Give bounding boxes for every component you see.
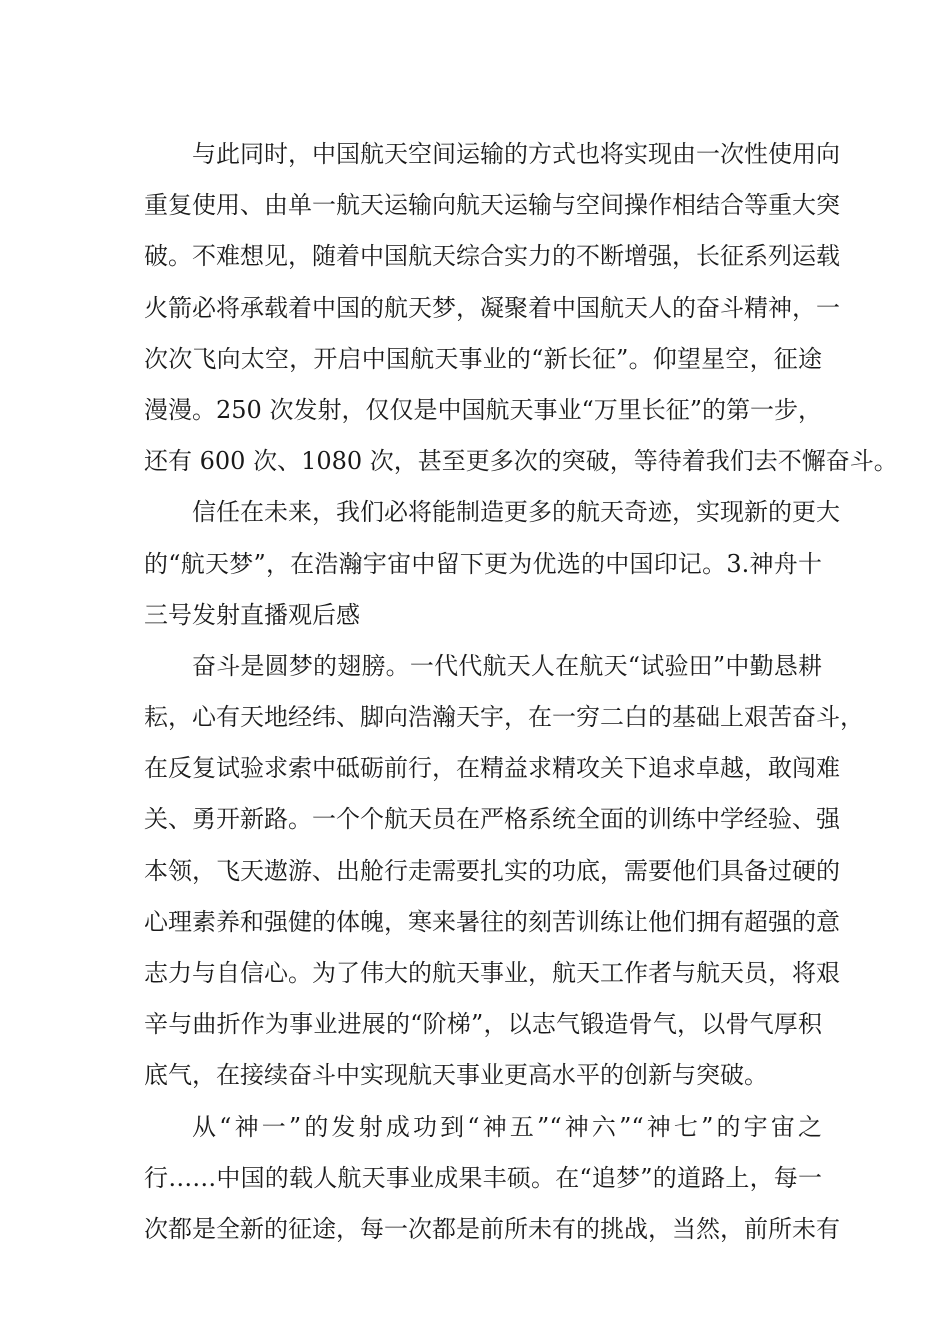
paragraph-3-line-8: 辛与曲折作为事业进展的“阶梯”，以志气锻造骨气，以骨气厚积 (144, 1010, 822, 1039)
paragraph-2-line-3: 三号发射直播观后感 (144, 600, 360, 629)
paragraph-1-line-6: 漫漫。250 次发射，仅仅是中国航天事业“万里长征”的第一步， (144, 395, 822, 424)
paragraph-4-line-2: 行……中国的载人航天事业成果丰硕。在“追梦”的道路上，每一 (144, 1163, 822, 1192)
paragraph-2-line-1: 信任在未来，我们必将能制造更多的航天奇迹，实现新的更大 (192, 498, 840, 527)
paragraph-1-line-1: 与此同时，中国航天空间运输的方式也将实现由一次性使用向 (192, 140, 840, 168)
paragraph-3-line-9: 底气，在接续奋斗中实现航天事业更高水平的创新与突破。 (144, 1061, 768, 1090)
paragraph-1-line-7: 还有 600 次、1080 次，甚至更多次的突破，等待着我们去不懈奋斗。 (144, 447, 898, 476)
paragraph-3-line-1: 奋斗是圆梦的翅膀。一代代航天人在航天“试验田”中勤恳耕 (192, 651, 822, 680)
paragraph-1-line-2: 重复使用、由单一航天运输向航天运输与空间操作相结合等重大突 (144, 191, 840, 220)
paragraph-1-line-3: 破。不难想见，随着中国航天综合实力的不断增强，长征系列运载 (144, 242, 840, 271)
paragraph-1-line-5: 次次飞向太空，开启中国航天事业的“新长征”。仰望星空，征途 (144, 344, 822, 373)
paragraph-3-line-2: 耘，心有天地经纬、脚向浩瀚天宇，在一穷二白的基础上艰苦奋斗， (144, 703, 864, 732)
paragraph-4-line-1: 从“神一”的发射成功到“神五”“神六”“神七”的宇宙之 (192, 1112, 822, 1141)
paragraph-3-line-4: 关、勇开新路。一个个航天员在严格系统全面的训练中学经验、强 (144, 805, 840, 834)
paragraph-3-line-6: 心理素养和强健的体魄，寒来暑往的刻苦训练让他们拥有超强的意 (144, 907, 840, 936)
paragraph-3-line-5: 本领，飞天遨游、出舱行走需要扎实的功底，需要他们具备过硬的 (144, 856, 840, 885)
paragraph-4-line-3: 次都是全新的征途，每一次都是前所未有的挑战，当然，前所未有 (144, 1214, 840, 1243)
paragraph-1-line-4: 火箭必将承载着中国的航天梦，凝聚着中国航天人的奋斗精神，一 (144, 293, 840, 322)
paragraph-2-line-2: 的“航天梦”，在浩瀚宇宙中留下更为优选的中国印记。3.神舟十 (144, 549, 822, 578)
document-body (144, 129, 898, 1255)
paragraph-3-line-3: 在反复试验求索中砥砺前行，在精益求精攻关下追求卓越，敢闯难 (144, 754, 840, 783)
paragraph-3-line-7: 志力与自信心。为了伟大的航天事业，航天工作者与航天员，将艰 (144, 959, 840, 987)
